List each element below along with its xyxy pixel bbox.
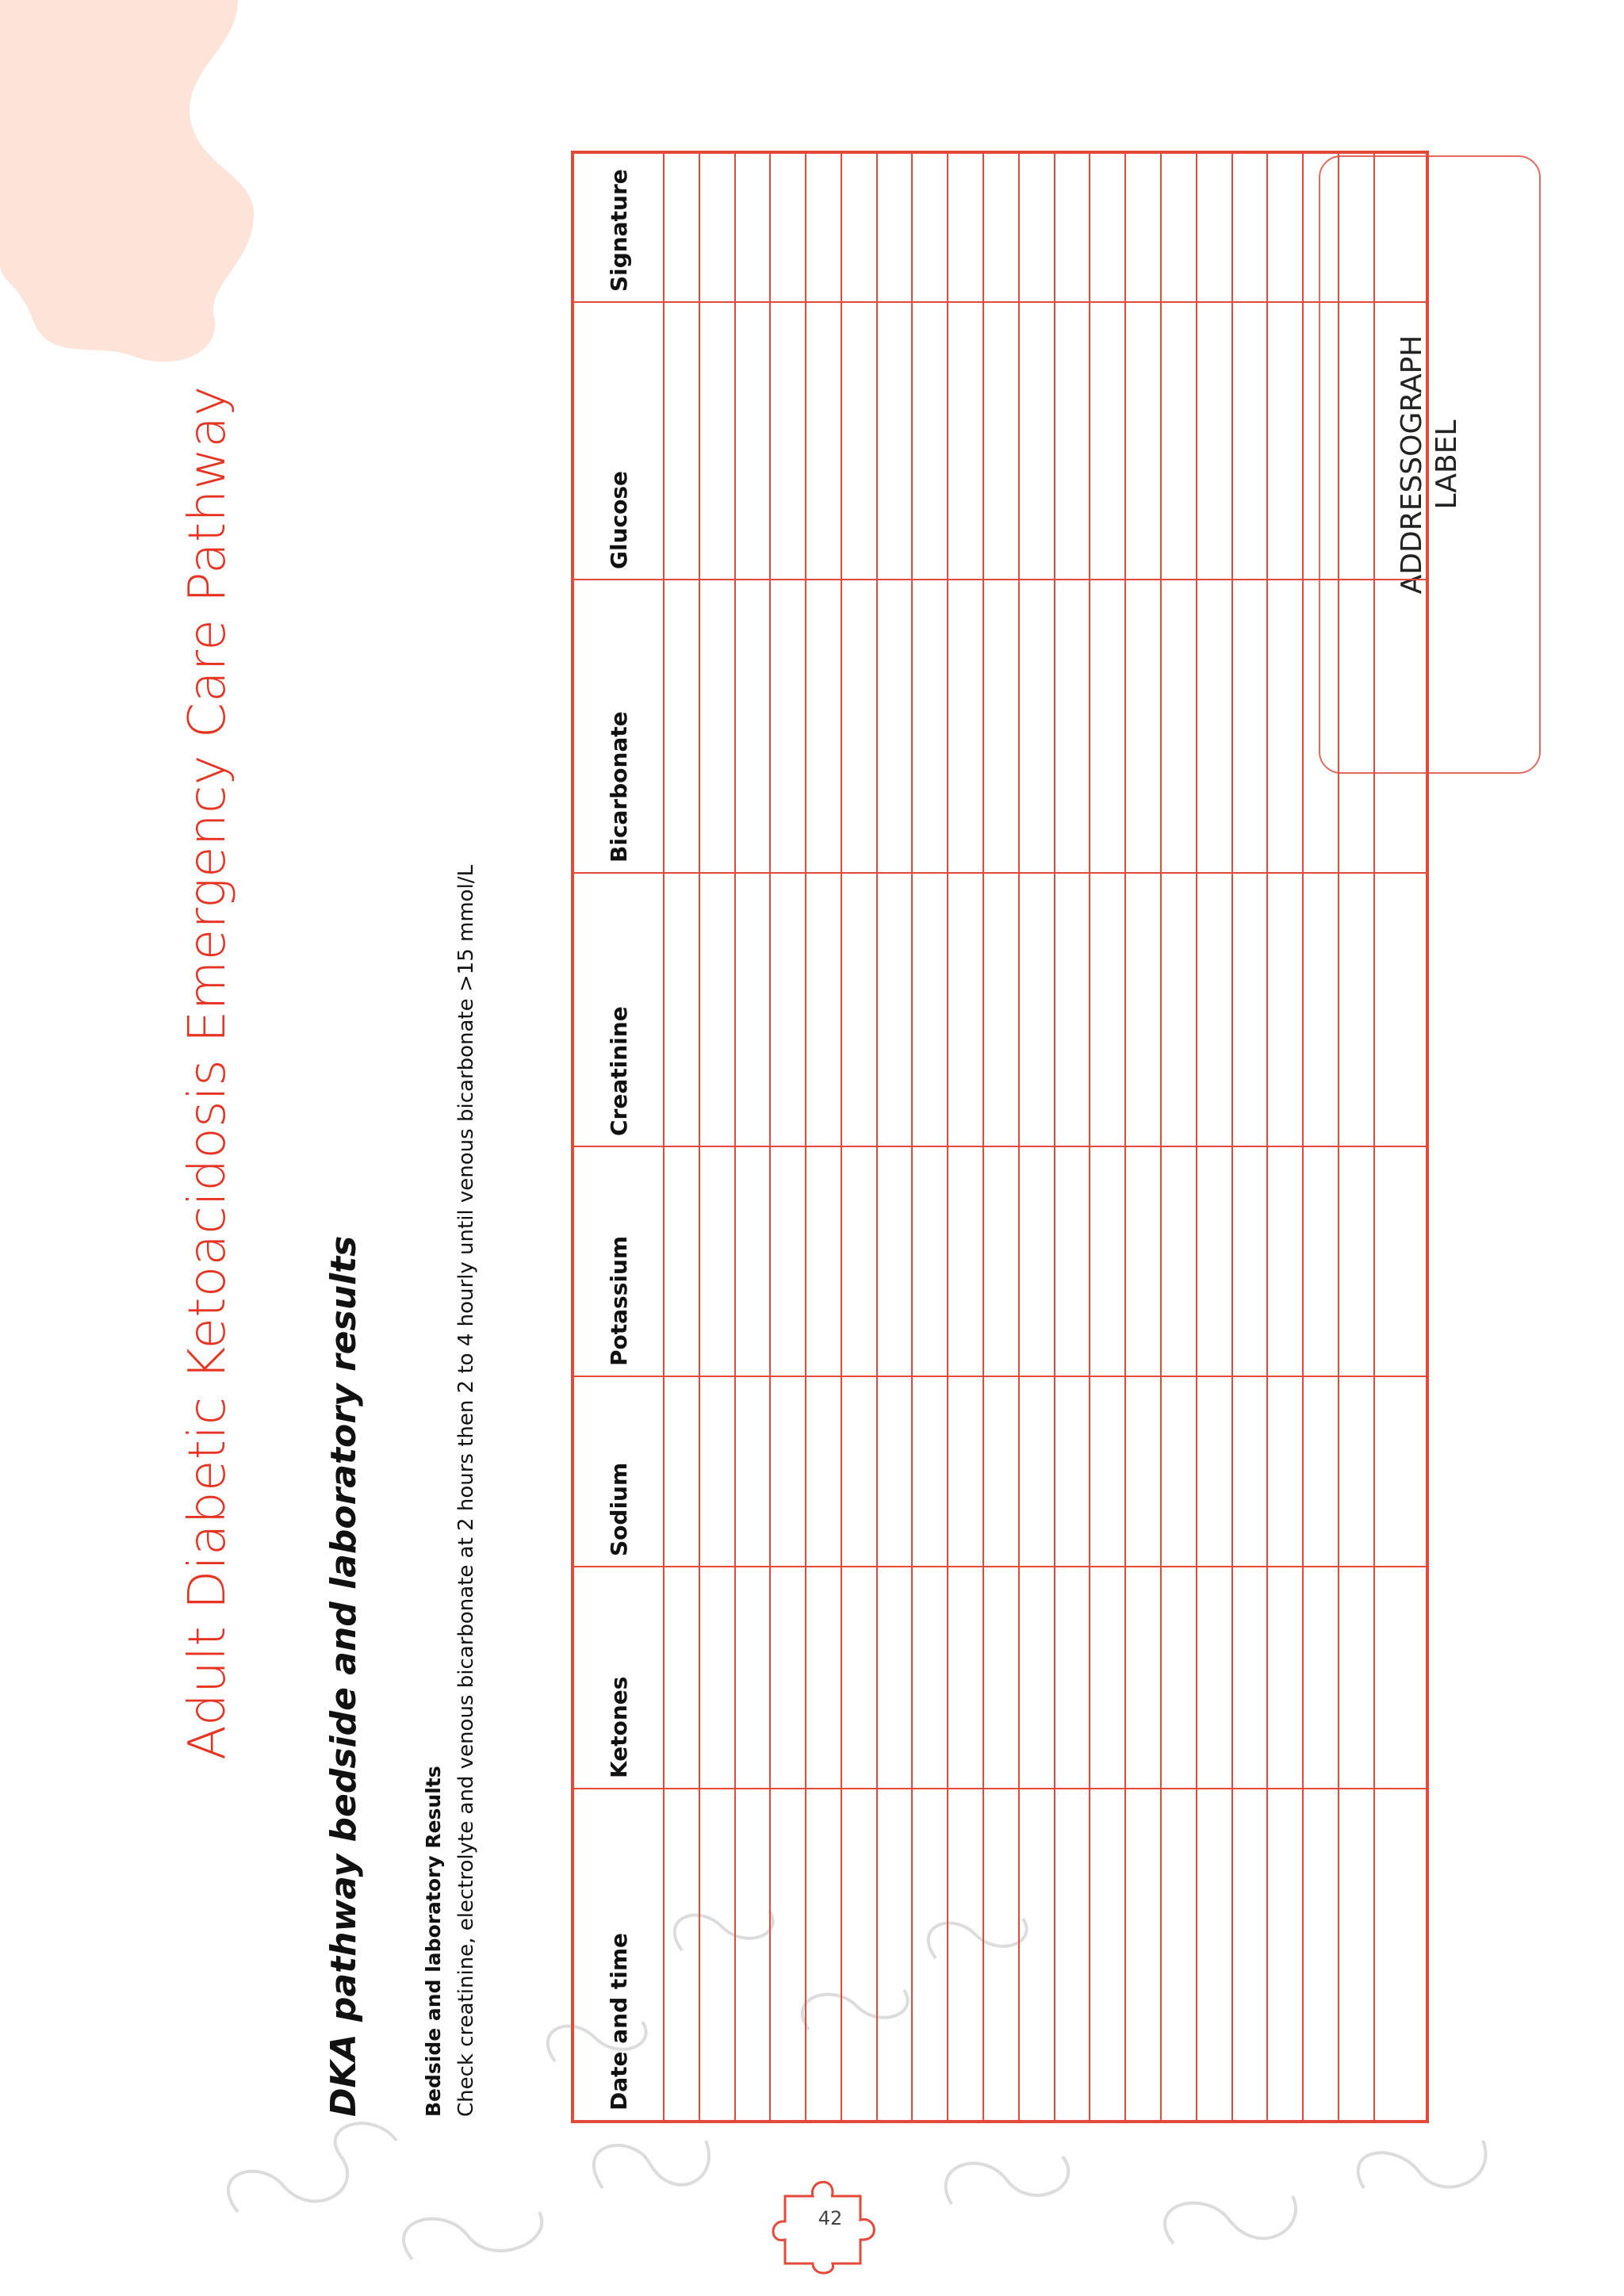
table-cell[interactable] [1374,1789,1427,2122]
table-cell[interactable] [1125,580,1161,873]
table-cell[interactable] [1125,1789,1161,2122]
table-cell[interactable] [1303,1376,1339,1567]
table-cell[interactable] [664,1567,699,1789]
table-cell[interactable] [1019,152,1055,302]
table-cell[interactable] [1232,873,1268,1146]
table-cell[interactable] [841,1567,877,1789]
table-row [1161,152,1197,2122]
table-cell[interactable] [1339,302,1374,580]
table-cell[interactable] [1267,1146,1303,1376]
table-cell[interactable] [806,1567,841,1789]
table-cell[interactable] [1232,1146,1268,1376]
table-cell[interactable] [877,1376,913,1567]
table-row [1125,152,1161,2122]
table-cell[interactable] [948,302,983,580]
table-cell[interactable] [770,1567,806,1789]
table-cell[interactable] [1019,1376,1055,1567]
table-cell[interactable] [1161,580,1197,873]
table-cell[interactable] [841,1146,877,1376]
instructions-text: Check creatinine, electrolyte and venous bicarbonate at 2 hours then 2 to 4 hourly until venous bicarbonate >15 mmol/L [454,864,478,2117]
table-cell[interactable] [1303,1146,1339,1376]
section-subtitle: DKA pathway bedside and laboratory results [324,1235,364,2117]
table-cell[interactable] [877,1567,913,1789]
table-cell[interactable] [1055,580,1090,873]
table-row [983,152,1019,2122]
table-cell[interactable] [699,1789,735,2122]
column-header-potassium: Potassium [573,1146,664,1376]
table-row [1303,152,1339,2122]
table-cell[interactable] [1267,873,1303,1146]
table-cell[interactable] [877,873,913,1146]
table-cell[interactable] [699,302,735,580]
table-cell[interactable] [1267,152,1303,302]
table-cell[interactable] [806,1789,841,2122]
table-cell[interactable] [1339,1567,1374,1789]
table-cell[interactable] [841,873,877,1146]
table-cell[interactable] [735,580,771,873]
table-cell[interactable] [948,873,983,1146]
table-row [1374,152,1427,2122]
table-cell[interactable] [983,1789,1019,2122]
table-cell[interactable] [877,152,913,302]
table-cell[interactable] [1090,1146,1125,1376]
table-cell[interactable] [877,1789,913,2122]
table-cell[interactable] [699,873,735,1146]
table-cell[interactable] [983,1376,1019,1567]
table-cell[interactable] [806,1146,841,1376]
addressograph-line-2: LABEL [1431,419,1463,510]
table-cell[interactable] [1019,1789,1055,2122]
table-cell[interactable] [1374,152,1427,302]
table-row [806,152,841,2122]
table-cell[interactable] [1125,152,1161,302]
table-cell[interactable] [1055,152,1090,302]
table-cell[interactable] [1090,1567,1125,1789]
addressograph-line-1: ADDRESSOGRAPH [1396,335,1428,595]
table-cell[interactable] [1339,1789,1374,2122]
table-cell[interactable] [1090,152,1125,302]
table-cell[interactable] [1019,873,1055,1146]
table-body [664,152,1427,2122]
table-cell[interactable] [770,1376,806,1567]
table-cell[interactable] [841,152,877,302]
table-cell[interactable] [1125,1567,1161,1789]
table-cell[interactable] [770,1146,806,1376]
results-table [571,151,1429,2123]
table-cell[interactable] [806,580,841,873]
page-title: Adult Diabetic Ketoacidosis Emergency Care Pathway [178,385,237,1760]
table-row [664,152,699,2122]
table-row [735,152,771,2122]
table-cell[interactable] [948,1146,983,1376]
table-cell[interactable] [1267,1376,1303,1567]
table-cell[interactable] [1125,302,1161,580]
table-cell[interactable] [1374,1146,1427,1376]
table-cell[interactable] [1303,302,1339,580]
table-cell[interactable] [983,873,1019,1146]
table-row [1232,152,1268,2122]
table-cell[interactable] [912,1789,948,2122]
table-cell[interactable] [699,1376,735,1567]
table-cell[interactable] [1232,152,1268,302]
table-cell[interactable] [912,1376,948,1567]
table-cell[interactable] [699,1567,735,1789]
table-cell[interactable] [1339,152,1374,302]
table-cell[interactable] [1197,1376,1232,1567]
table-cell[interactable] [699,1146,735,1376]
table-cell[interactable] [1161,302,1197,580]
table-cell[interactable] [1161,1376,1197,1567]
table-cell[interactable] [664,302,699,580]
table-cell[interactable] [1161,1146,1197,1376]
table-cell[interactable] [735,1567,771,1789]
table-cell[interactable] [1303,1567,1339,1789]
table-cell[interactable] [664,1376,699,1567]
table-cell[interactable] [1197,580,1232,873]
table-cell[interactable] [948,152,983,302]
table-row [770,152,806,2122]
table-cell[interactable] [1267,302,1303,580]
table-cell[interactable] [1267,580,1303,873]
page-number: 42 [818,2207,843,2229]
table-cell[interactable] [1197,302,1232,580]
table-cell[interactable] [983,1567,1019,1789]
table-cell[interactable] [1267,1567,1303,1789]
table-cell[interactable] [1374,580,1427,873]
table-cell[interactable] [1019,302,1055,580]
table-cell[interactable] [948,580,983,873]
table-cell[interactable] [1055,1146,1090,1376]
column-header-sodium: Sodium [573,1376,664,1567]
table-cell[interactable] [1303,152,1339,302]
table-cell[interactable] [1339,580,1374,873]
table-cell[interactable] [1197,1146,1232,1376]
table-cell[interactable] [664,873,699,1146]
table-cell[interactable] [1090,580,1125,873]
table-cell[interactable] [1197,152,1232,302]
table-cell[interactable] [1374,873,1427,1146]
table-cell[interactable] [664,152,699,302]
table-cell[interactable] [1161,1567,1197,1789]
table-cell[interactable] [1055,873,1090,1146]
table-cell[interactable] [912,1567,948,1789]
table-cell[interactable] [1090,302,1125,580]
table-cell[interactable] [1232,1789,1268,2122]
table-cell[interactable] [1374,1567,1427,1789]
table-cell[interactable] [770,873,806,1146]
table-cell[interactable] [912,580,948,873]
table-cell[interactable] [948,1789,983,2122]
table-cell[interactable] [806,152,841,302]
table-cell[interactable] [1055,1376,1090,1567]
table-cell[interactable] [806,302,841,580]
table-cell[interactable] [983,1146,1019,1376]
table-cell[interactable] [1303,1789,1339,2122]
table-row [912,152,948,2122]
table-cell[interactable] [1055,1567,1090,1789]
table-cell[interactable] [1161,152,1197,302]
table-row [1055,152,1090,2122]
table-cell[interactable] [1090,873,1125,1146]
table-row [1197,152,1232,2122]
table-cell[interactable] [948,1376,983,1567]
table-cell[interactable] [877,302,913,580]
table-cell[interactable] [699,152,735,302]
table-cell[interactable] [1232,580,1268,873]
column-header-bicarbonate: Bicarbonate [573,580,664,873]
table-cell[interactable] [1232,302,1268,580]
table-row [1090,152,1125,2122]
table-cell[interactable] [770,302,806,580]
table-cell[interactable] [1197,873,1232,1146]
column-header-creatinine: Creatinine [573,873,664,1146]
table-cell[interactable] [664,580,699,873]
column-header-glucose: Glucose [573,302,664,580]
table-cell[interactable] [699,580,735,873]
table-row [877,152,913,2122]
table-cell[interactable] [664,1146,699,1376]
table-cell[interactable] [1125,873,1161,1146]
table-cell[interactable] [983,580,1019,873]
table-cell[interactable] [912,1146,948,1376]
table-cell[interactable] [1055,1789,1090,2122]
column-header-signature: Signature [573,152,664,302]
table-cell[interactable] [1197,1789,1232,2122]
table-cell[interactable] [770,580,806,873]
table-cell[interactable] [912,152,948,302]
table-cell[interactable] [735,1376,771,1567]
table-cell[interactable] [841,302,877,580]
table-row [699,152,735,2122]
column-header-date-time: Date and time [573,1789,664,2122]
table-cell[interactable] [735,1146,771,1376]
table-cell[interactable] [735,302,771,580]
table-cell[interactable] [1019,1567,1055,1789]
table-row [948,152,983,2122]
table-cell[interactable] [806,1376,841,1567]
table-cell[interactable] [1232,1567,1268,1789]
table-cell[interactable] [770,152,806,302]
table-cell[interactable] [1125,1376,1161,1567]
table-cell[interactable] [1339,873,1374,1146]
table-cell[interactable] [877,1146,913,1376]
column-header-ketones: Ketones [573,1567,664,1789]
table-cell[interactable] [1161,1789,1197,2122]
table-cell[interactable] [983,302,1019,580]
table-cell[interactable] [735,152,771,302]
table-cell[interactable] [1090,1789,1125,2122]
table-row [1267,152,1303,2122]
table-cell[interactable] [1339,1146,1374,1376]
table-cell[interactable] [841,580,877,873]
table-cell[interactable] [841,1789,877,2122]
table-cell[interactable] [948,1567,983,1789]
table-cell[interactable] [1019,580,1055,873]
table-cell[interactable] [1090,1376,1125,1567]
table-cell[interactable] [770,1789,806,2122]
table-cell[interactable] [1197,1567,1232,1789]
table-cell[interactable] [735,1789,771,2122]
table-cell[interactable] [1125,1146,1161,1376]
table-row [1019,152,1055,2122]
table-row [1339,152,1374,2122]
table-cell[interactable] [1339,1376,1374,1567]
table-cell[interactable] [1303,873,1339,1146]
table-header-row [573,152,664,2122]
table-cell[interactable] [1303,580,1339,873]
table-cell[interactable] [912,302,948,580]
table-cell[interactable] [841,1376,877,1567]
table-cell[interactable] [1374,1376,1427,1567]
table-cell[interactable] [1019,1146,1055,1376]
table-cell[interactable] [806,873,841,1146]
table-cell[interactable] [735,873,771,1146]
table-cell[interactable] [912,873,948,1146]
table-cell[interactable] [1161,873,1197,1146]
instructions-heading: Bedside and laboratory Results [422,1766,445,2117]
table-cell[interactable] [983,152,1019,302]
table-cell[interactable] [1055,302,1090,580]
table-row [841,152,877,2122]
table-cell[interactable] [877,580,913,873]
table-cell[interactable] [1374,302,1427,580]
table-cell[interactable] [1232,1376,1268,1567]
table-cell[interactable] [1267,1789,1303,2122]
table-cell[interactable] [664,1789,699,2122]
